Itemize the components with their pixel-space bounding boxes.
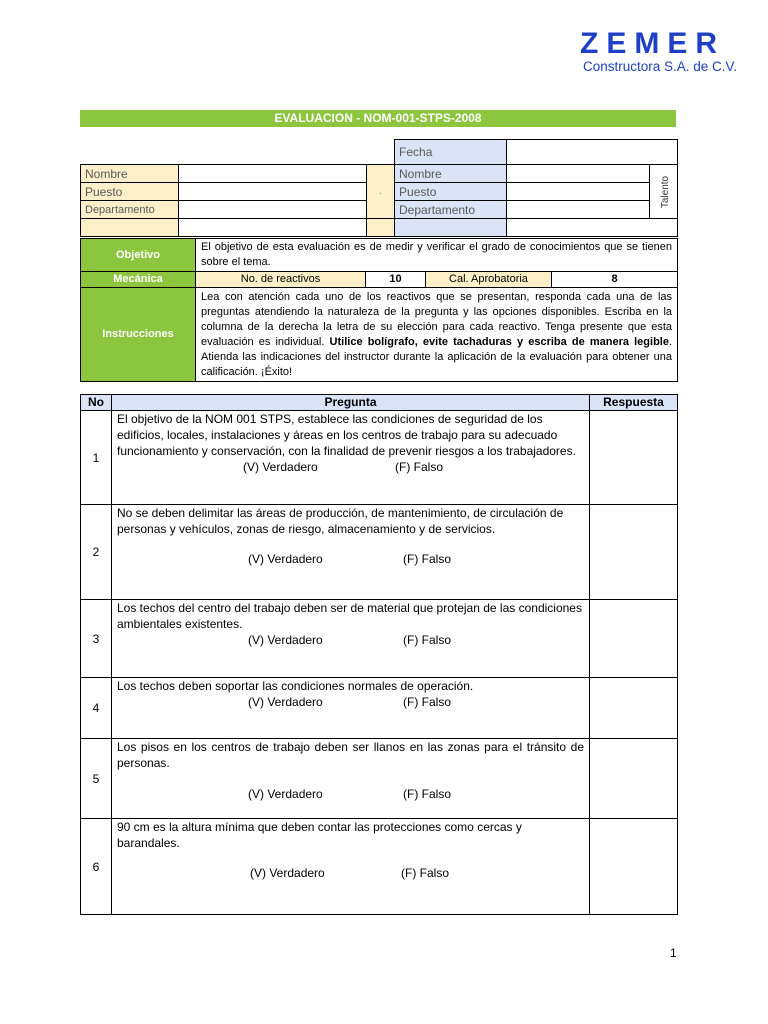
reactivos-label: No. de reactivos (196, 272, 366, 288)
option-falso: (F) Falso (403, 633, 451, 647)
option-falso: (F) Falso (395, 460, 443, 474)
question-number: 4 (81, 678, 112, 739)
separator-cell: . (367, 165, 395, 219)
mecanica-label: Mecánica (81, 272, 196, 288)
table-row (81, 505, 678, 600)
instructor-nombre-field[interactable] (507, 165, 650, 183)
option-falso: (F) Falso (403, 552, 451, 566)
option-falso: (F) Falso (401, 866, 449, 880)
question-text: Los techos del centro del trabajo deben ser de material que protejan de las condiciones ambientales existentes. (117, 601, 582, 631)
table-row (81, 678, 678, 739)
option-verdadero: (V) Verdadero (248, 695, 323, 709)
answer-field[interactable] (590, 505, 678, 600)
puesto-label: Puesto (81, 183, 179, 201)
answer-field[interactable] (590, 600, 678, 678)
cal-aprobatoria-label: Cal. Aprobatoria (426, 272, 552, 288)
question-text: No se deben delimitar las áreas de producción, de mantenimiento, de circulación de personas y vehículos, zonas de riesgo, almacenamiento y de servicios. (117, 506, 564, 536)
question-cell (112, 411, 590, 505)
instructor-nombre-label: Nombre (395, 165, 507, 183)
objetivo-label: Objetivo (81, 239, 196, 272)
question-text: 90 cm es la altura mínima que deben contar las protecciones como cercas y barandales. (117, 820, 522, 850)
option-falso: (F) Falso (403, 695, 451, 709)
departamento-field[interactable] (179, 201, 367, 219)
question-options (117, 551, 584, 567)
question-options (117, 786, 584, 802)
instructor-departamento-label: Departamento (395, 201, 507, 219)
departamento-label: Departamento (81, 201, 179, 219)
question-cell (112, 819, 590, 915)
logo-subtitle: Constructora S.A. de C.V. (583, 59, 738, 74)
question-cell (112, 505, 590, 600)
instrucciones-label: Instrucciones (81, 288, 196, 382)
talento-label: Talento (650, 165, 678, 219)
blank-right-field (507, 219, 678, 237)
question-options (117, 459, 584, 475)
blank-label (81, 219, 179, 237)
answer-field[interactable] (590, 411, 678, 505)
question-cell (112, 739, 590, 819)
company-logo (580, 28, 740, 74)
personal-info-table (80, 139, 678, 237)
header-respuesta: Respuesta (590, 395, 678, 411)
page-number: 1 (670, 946, 677, 960)
question-text: El objetivo de la NOM 001 STPS, establece las condiciones de seguridad de los edificios, locales, instalaciones y áreas en los centros de trabajo para su adecuado funcionamiento y conservación, con la finalidad de prevenir riesgos a los trabajadores. (117, 412, 576, 458)
evaluation-title: EVALUACION - NOM-001-STPS-2008 (80, 110, 676, 127)
option-verdadero: (V) Verdadero (250, 866, 325, 880)
question-cell (112, 678, 590, 739)
nombre-field[interactable] (179, 165, 367, 183)
question-number: 6 (81, 819, 112, 915)
blank-field (179, 219, 367, 237)
reactivos-value: 10 (366, 272, 426, 288)
instructions-table (80, 238, 678, 382)
cal-aprobatoria-value: 8 (552, 272, 678, 288)
puesto-field[interactable] (179, 183, 367, 201)
fecha-label: Fecha (395, 140, 507, 165)
question-cell (112, 600, 590, 678)
blank-right-label (395, 219, 507, 237)
table-row (81, 819, 678, 915)
answer-field[interactable] (590, 819, 678, 915)
header-no: No (81, 395, 112, 411)
option-verdadero: (V) Verdadero (248, 633, 323, 647)
table-row (81, 411, 678, 505)
questions-table (80, 394, 678, 915)
question-options (117, 632, 584, 648)
question-text: Los techos deben soportar las condiciones normales de operación. (117, 679, 474, 693)
objetivo-text: El objetivo de esta evaluación es de medir y verificar el grado de conocimientos que se tienen sobre el tema. (196, 239, 678, 272)
option-falso: (F) Falso (403, 787, 451, 801)
question-number: 3 (81, 600, 112, 678)
answer-field[interactable] (590, 739, 678, 819)
header-pregunta: Pregunta (112, 395, 590, 411)
instrucciones-text: Lea con atención cada uno de los reactivos que se presentan, responda cada una de las preguntas atendiendo la naturaleza de la pregunta y las opciones disponibles. Escriba en la columna de la derecha la letra de su elección para cada reactivo. Tenga presente que esta evaluación es individual. Utilice bolígrafo, evite tachaduras y escriba de manera legible. Atienda las indicaciones del instructor durante la aplicación de la evaluación para obtener una calificación. ¡Éxito! (196, 288, 678, 382)
question-number: 1 (81, 411, 112, 505)
logo-title: ZEMER (580, 27, 725, 60)
question-options (117, 865, 584, 881)
instructor-puesto-label: Puesto (395, 183, 507, 201)
question-options (117, 694, 584, 710)
blank-separator (367, 219, 395, 237)
table-row (81, 600, 678, 678)
option-verdadero: (V) Verdadero (243, 460, 318, 474)
option-verdadero: (V) Verdadero (248, 787, 323, 801)
answer-field[interactable] (590, 678, 678, 739)
option-verdadero: (V) Verdadero (248, 552, 323, 566)
question-number: 2 (81, 505, 112, 600)
nombre-label: Nombre (81, 165, 179, 183)
question-text: Los pisos en los centros de trabajo deben ser llanos en las zonas para el tránsito de personas. (117, 740, 584, 770)
instructor-departamento-field[interactable] (507, 201, 650, 219)
fecha-field[interactable] (507, 140, 678, 165)
table-row (81, 739, 678, 819)
instructor-puesto-field[interactable] (507, 183, 650, 201)
instrucciones-bold-text: Utilice bolígrafo, evite tachaduras y escriba de manera legible (329, 335, 669, 348)
question-number: 5 (81, 739, 112, 819)
